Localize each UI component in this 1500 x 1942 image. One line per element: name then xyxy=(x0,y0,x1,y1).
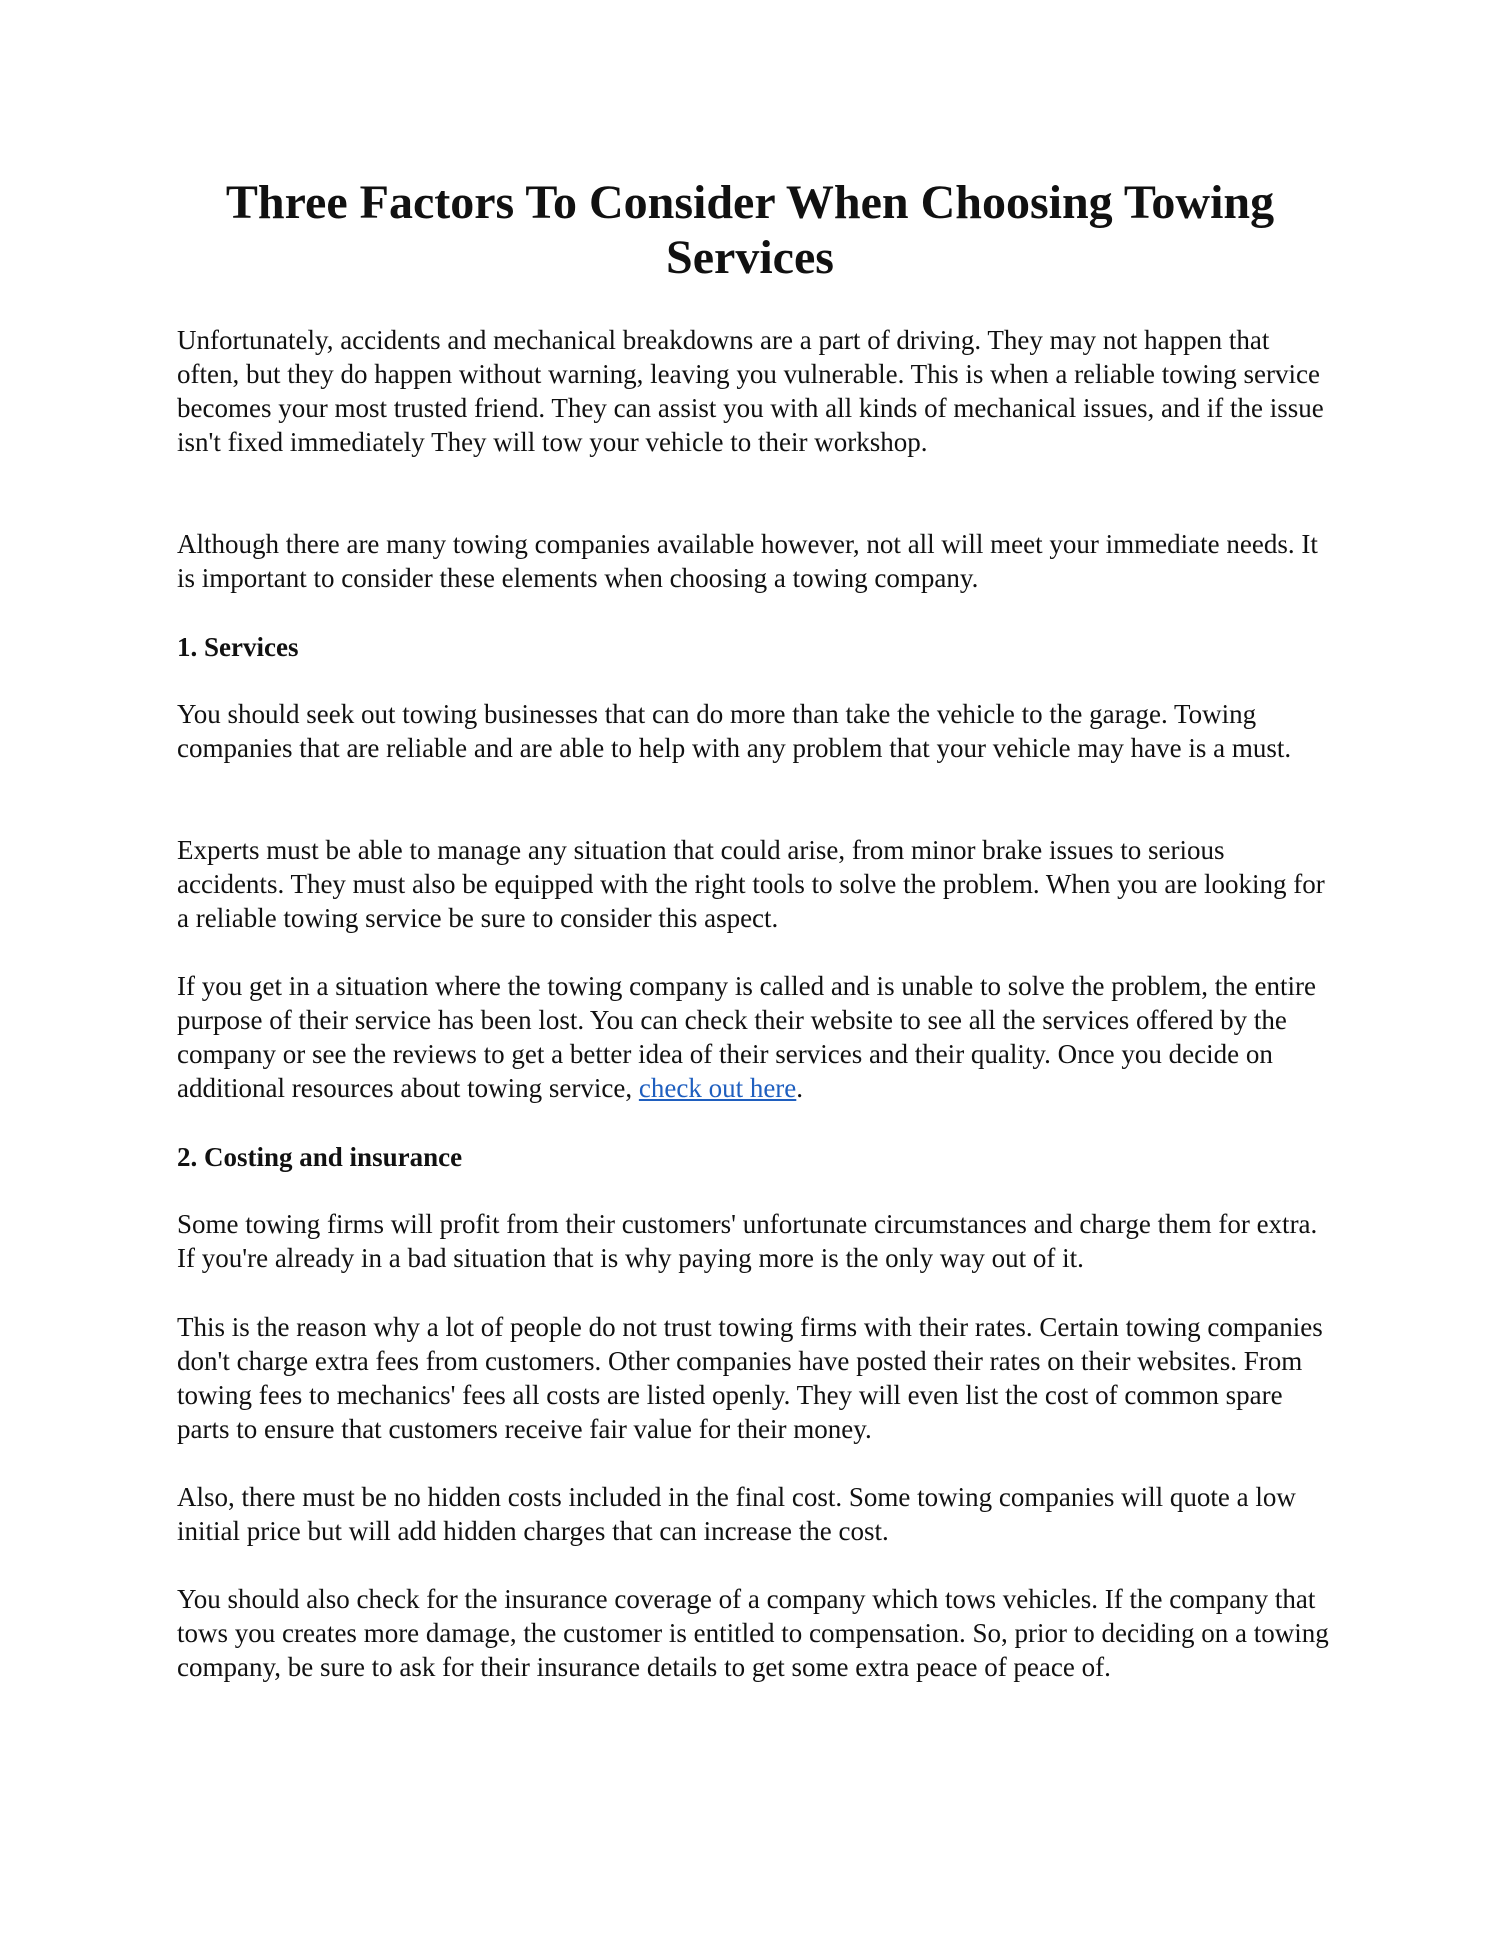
costing-paragraph-1: Some towing firms will profit from their customers' unfortunate circumstances and charge them for extra. If you're already in a bad situation that is why paying more is the only way out of it. xyxy=(177,1209,1318,1273)
check-out-here-link[interactable]: check out here xyxy=(638,1073,797,1103)
services-paragraph-3-text: If you get in a situation where the towing company is called and is unable to solve the problem, the entire purpose of their service has been lost. You can check their website to see all the services offered by the company or see the reviews to get a better idea of their services and their quality. Once you decide on additional resources about towing service, xyxy=(177,971,1316,1103)
services-paragraph-1: You should seek out towing businesses that can do more than take the vehicle to the garage. Towing companies that are reliable and are able to help with any problem that your vehicle may have is a must. xyxy=(177,699,1292,763)
services-paragraph-2: Experts must be able to manage any situation that could arise, from minor brake issues to serious accidents. They must also be equipped with the right tools to solve the problem. When you are looking for a reliable towing service be sure to consider this aspect. xyxy=(177,835,1325,933)
services-paragraph-3-end: . xyxy=(796,1073,804,1103)
intro-paragraph-2: Although there are many towing companies available however, not all will meet your immediate needs. It is important to consider these elements when choosing a towing company. xyxy=(177,529,1318,593)
costing-paragraph-3: Also, there must be no hidden costs included in the final cost. Some towing companies will quote a low initial price but will add hidden charges that can increase the cost. xyxy=(177,1482,1296,1546)
costing-paragraph-2: This is the reason why a lot of people do not trust towing firms with their rates. Certain towing companies don't charge extra fees from customers. Other companies have posted their rates on their websites. From towing fees to mechanics' fees all costs are listed openly. They will even list the cost of common spare parts to ensure that customers receive fair value for their money. xyxy=(177,1312,1323,1444)
services-paragraph-3 xyxy=(177,969,1337,1105)
page-title: Three Factors To Consider When Choosing Towing Services xyxy=(225,176,1275,284)
section-heading-costing: 2. Costing and insurance xyxy=(177,1142,463,1172)
intro-paragraph-1: Unfortunately, accidents and mechanical breakdowns are a part of driving. They may not happen that often, but they do happen without warning, leaving you vulnerable. This is when a reliable towing service becomes your most trusted friend. They can assist you with all kinds of mechanical issues, and if the issue isn't fixed immediately They will tow your vehicle to their workshop. xyxy=(177,325,1324,457)
section-heading-services: 1. Services xyxy=(177,632,299,662)
costing-paragraph-4: You should also check for the insurance coverage of a company which tows vehicles. If the company that tows you creates more damage, the customer is entitled to compensation. So, prior to deciding on a towing company, be sure to ask for their insurance details to get some extra peace of peace of. xyxy=(177,1584,1329,1682)
